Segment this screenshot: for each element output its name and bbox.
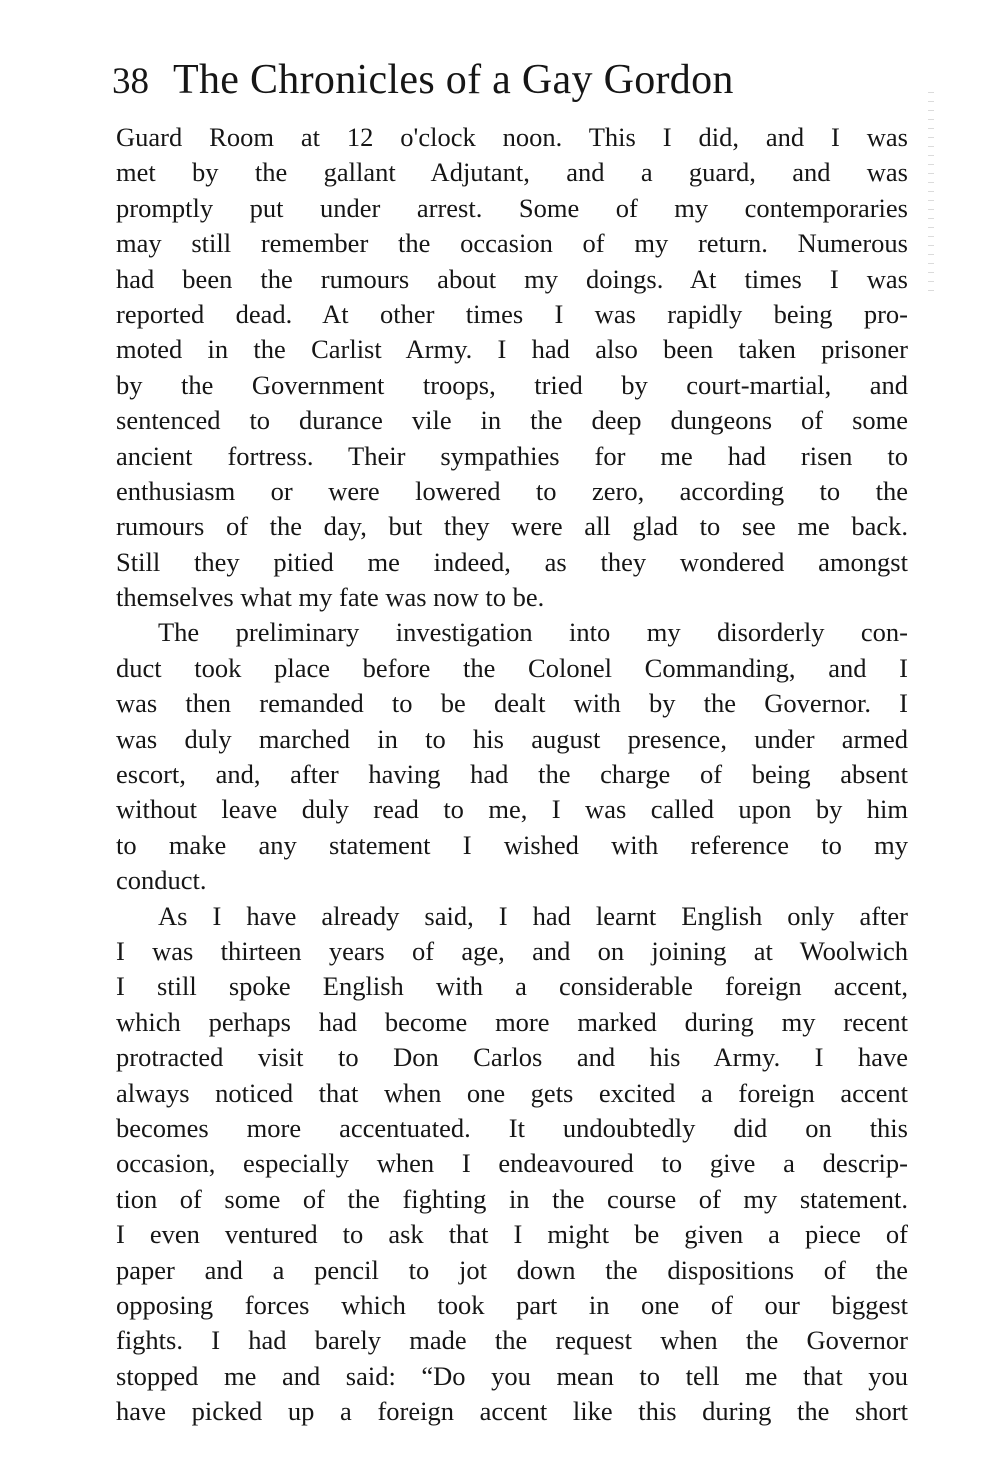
text-line: Guard Room at 12 o'clock noon. This I did, and I was bbox=[116, 122, 908, 152]
body-text bbox=[116, 120, 908, 1429]
text-line: without leave duly read to me, I was called upon by him bbox=[116, 794, 908, 825]
text-line: by the Government troops, tried by court-martial, and bbox=[116, 369, 908, 400]
text-line: occasion, especially when I endeavoured to give a descrip- bbox=[116, 1148, 908, 1179]
text-line: Still they pitied me indeed, as they wondered amongst bbox=[116, 546, 908, 577]
text-line: have picked up a foreign accent like this during the short bbox=[116, 1396, 908, 1427]
text-line: protracted visit to Don Carlos and his Army. I have bbox=[116, 1042, 908, 1073]
text-line: enthusiasm or were lowered to zero, according to the bbox=[116, 475, 908, 506]
page-header bbox=[112, 52, 902, 108]
text-line: may still remember the occasion of my return. Numerous bbox=[116, 228, 908, 259]
text-line: opposing forces which took part in one of our biggest bbox=[116, 1289, 908, 1320]
text-line: moted in the Carlist Army. I had also been taken prisoner bbox=[116, 334, 908, 365]
text-line: tion of some of the fighting in the course of my statement. bbox=[116, 1183, 908, 1214]
text-line: rumours of the day, but they were all glad to see me back. bbox=[116, 511, 908, 542]
text-line: duct took place before the Colonel Commanding, and I bbox=[116, 652, 908, 683]
text-line: themselves what my fate was now to be. bbox=[116, 582, 545, 613]
text-line: conduct. bbox=[116, 865, 207, 896]
text-line: to make any statement I wished with reference to my bbox=[116, 829, 908, 860]
text-line: I still spoke English with a considerable foreign accent, bbox=[116, 971, 908, 1002]
margin-scan-artifact bbox=[928, 92, 934, 292]
text-line: promptly put under arrest. Some of my contemporaries bbox=[116, 192, 908, 223]
text-line: I was thirteen years of age, and on joining at Woolwich bbox=[116, 935, 908, 966]
text-line: The preliminary investigation into my disorderly con- bbox=[158, 617, 908, 648]
text-line: As I have already said, I had learnt English only after bbox=[158, 900, 908, 931]
text-line: paper and a pencil to jot down the dispositions of the bbox=[116, 1254, 908, 1285]
text-line: becomes more accentuated. It undoubtedly did on this bbox=[116, 1112, 908, 1143]
text-line: which perhaps had become more marked during my recent bbox=[116, 1006, 908, 1037]
text-line: escort, and, after having had the charge of being absent bbox=[116, 759, 908, 790]
text-line: always noticed that when one gets excited a foreign accent bbox=[116, 1077, 908, 1108]
text-line: sentenced to durance vile in the deep dungeons of some bbox=[116, 405, 908, 436]
running-title: The Chronicles of a Gay Gordon bbox=[173, 57, 734, 103]
text-line: stopped me and said: “Do you mean to tell me that you bbox=[116, 1360, 908, 1391]
text-line: was then remanded to be dealt with by the Governor. I bbox=[116, 688, 908, 719]
text-line: was duly marched in to his august presence, under armed bbox=[116, 723, 908, 754]
text-line: fights. I had barely made the request when the Governor bbox=[116, 1325, 908, 1356]
page-number: 38 bbox=[112, 61, 149, 102]
text-line: I even ventured to ask that I might be given a piece of bbox=[116, 1219, 908, 1250]
text-line: met by the gallant Adjutant, and a guard, and was bbox=[116, 157, 908, 188]
text-line: ancient fortress. Their sympathies for me had risen to bbox=[116, 440, 908, 471]
text-line: had been the rumours about my doings. At times I was bbox=[116, 263, 908, 294]
text-line: reported dead. At other times I was rapidly being pro- bbox=[116, 298, 908, 329]
